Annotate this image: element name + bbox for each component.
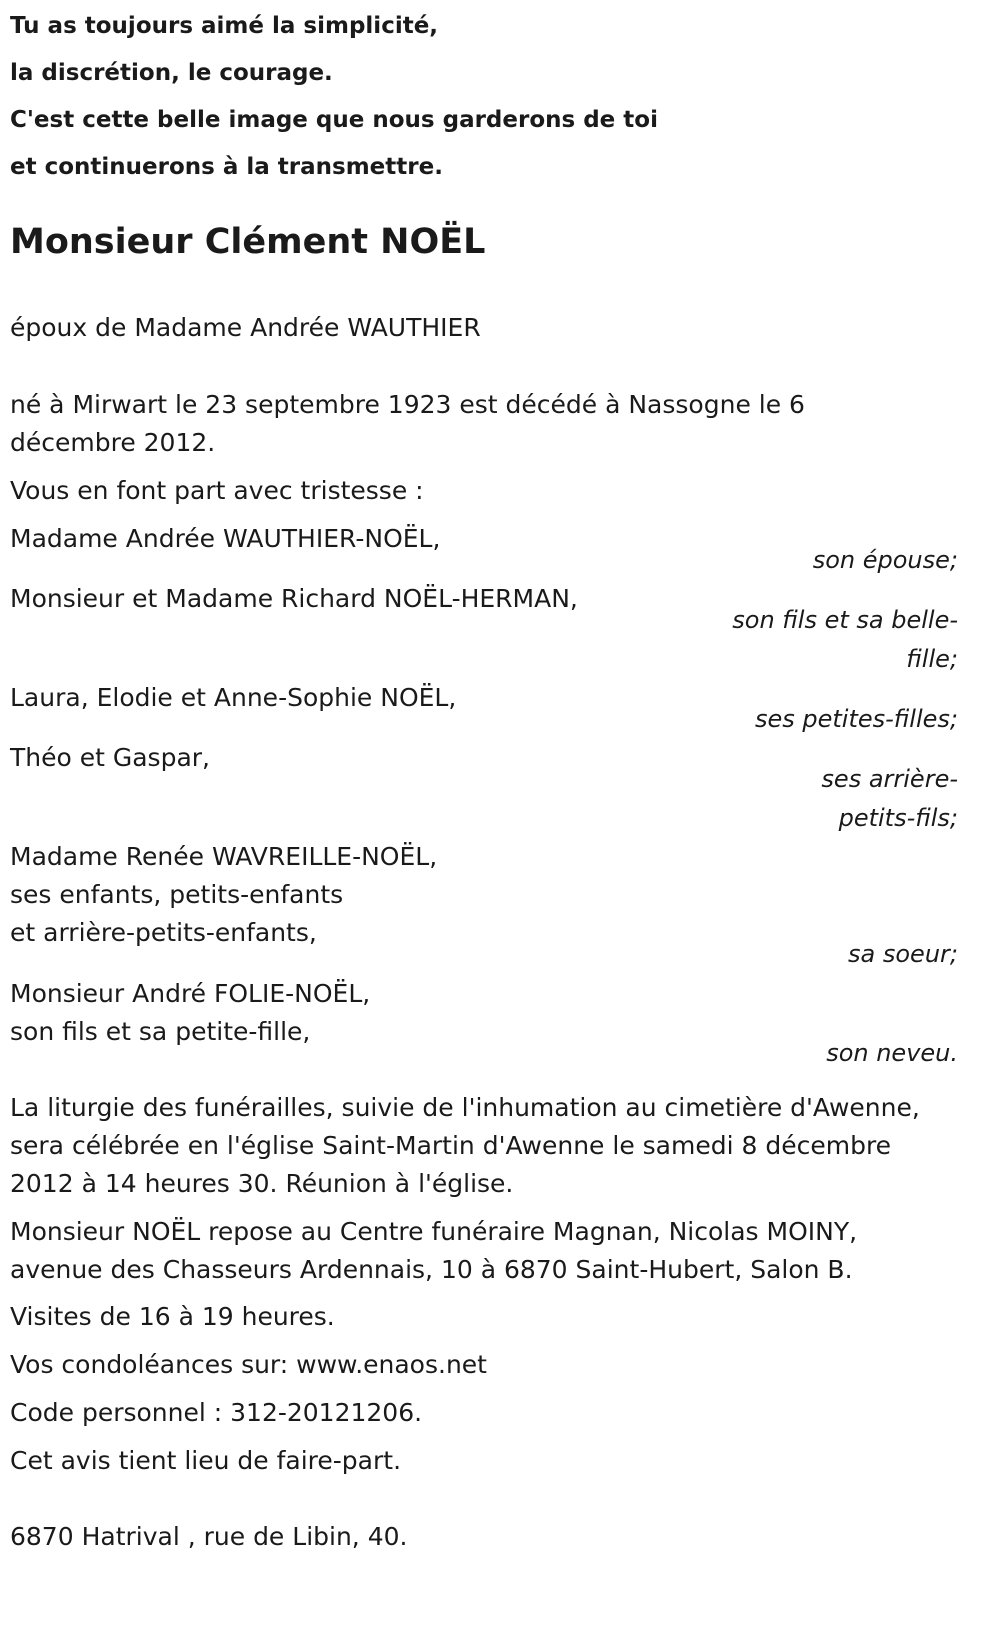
condolences-line: Vos condoléances sur: www.enaos.net [10, 1350, 487, 1379]
poem-line: C'est cette belle image que nous garderons de toi [10, 107, 658, 133]
family-relation: son fils et sa belle- [732, 606, 958, 634]
funeral-line: 2012 à 14 heures 30. Réunion à l'église. [10, 1169, 514, 1198]
family-name: Monsieur André FOLIE-NOËL, [10, 979, 371, 1008]
family-name: Théo et Gaspar, [10, 743, 210, 772]
family-relation: sa soeur; [848, 940, 958, 968]
poem-line: la discrétion, le courage. [10, 60, 333, 86]
family-name: ses enfants, petits-enfants [10, 880, 344, 909]
family-name: son fils et sa petite-fille, [10, 1017, 311, 1046]
funeral-line: sera célébrée en l'église Saint-Martin d'Awenne le samedi 8 décembre [10, 1131, 892, 1160]
birth-death-line: décembre 2012. [10, 428, 216, 457]
visits-line: Visites de 16 à 19 heures. [10, 1302, 335, 1331]
family-name: Monsieur et Madame Richard NOËL-HERMAN, [10, 584, 578, 613]
birth-death-line: né à Mirwart le 23 septembre 1923 est décédé à Nassogne le 6 [10, 390, 805, 419]
funeral-line: La liturgie des funérailles, suivie de l'inhumation au cimetière d'Awenne, [10, 1093, 920, 1122]
family-name: Madame Renée WAVREILLE-NOËL, [10, 842, 438, 871]
rest-line: avenue des Chasseurs Ardennais, 10 à 6870 Saint-Hubert, Salon B. [10, 1255, 853, 1284]
spouse-line: époux de Madame Andrée WAUTHIER [10, 313, 481, 342]
family-name: Madame Andrée WAUTHIER-NOËL, [10, 524, 441, 553]
family-relation: fille; [906, 645, 958, 673]
family-name: et arrière-petits-enfants, [10, 918, 317, 947]
announcement: Vous en font part avec tristesse : [10, 476, 424, 505]
poem-line: Tu as toujours aimé la simplicité, [10, 13, 439, 39]
rest-line: Monsieur NOËL repose au Centre funéraire Magnan, Nicolas MOINY, [10, 1217, 858, 1246]
family-relation: son neveu. [826, 1039, 958, 1067]
family-name: Laura, Elodie et Anne-Sophie NOËL, [10, 683, 457, 712]
notice-line: Cet avis tient lieu de faire-part. [10, 1446, 402, 1475]
family-relation: ses petites-filles; [754, 705, 958, 733]
deceased-name: Monsieur Clément NOËL [10, 222, 486, 262]
family-relation: petits-fils; [838, 804, 958, 832]
poem-line: et continuerons à la transmettre. [10, 154, 443, 180]
family-relation: ses arrière- [821, 765, 958, 793]
family-relation: son épouse; [812, 546, 958, 574]
personal-code: Code personnel : 312-20121206. [10, 1398, 423, 1427]
address-line: 6870 Hatrival , rue de Libin, 40. [10, 1522, 408, 1551]
